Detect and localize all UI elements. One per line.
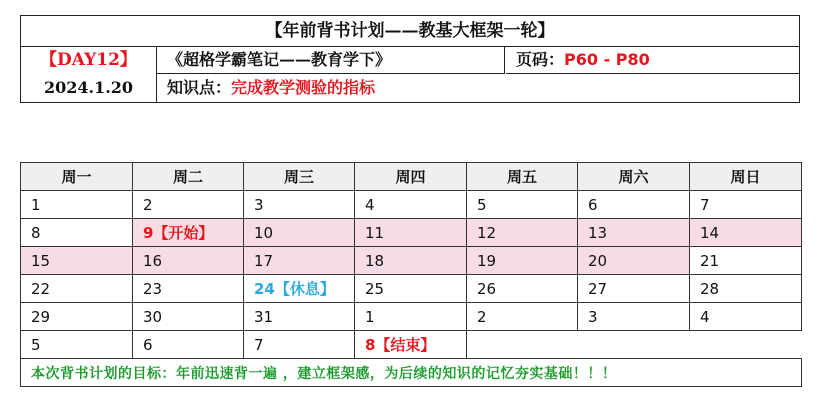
calendar-day: 7 <box>244 331 355 359</box>
plan-title: 【年前背书计划——教基大框架一轮】 <box>21 16 799 47</box>
calendar-day-end: 8【结束】 <box>355 331 467 359</box>
calendar-day: 23 <box>133 275 244 303</box>
calendar-day: 31 <box>244 303 355 331</box>
day-cell <box>21 46 157 102</box>
calendar-day: 13 <box>578 219 690 247</box>
calendar-day: 28 <box>690 275 802 303</box>
calendar-empty-cell <box>467 331 802 359</box>
weekday-header: 周一 <box>21 163 133 191</box>
knowledge-value: 完成教学测验的指标 <box>231 78 376 97</box>
calendar-week-row <box>21 331 802 359</box>
date-label: 2024.1.20 <box>43 78 134 97</box>
calendar-day: 11 <box>355 219 467 247</box>
calendar-day: 16 <box>133 247 244 275</box>
calendar-day: 3 <box>578 303 690 331</box>
calendar-day: 3 <box>244 191 355 219</box>
calendar-table <box>20 162 802 387</box>
calendar-day: 8 <box>21 219 133 247</box>
calendar-day: 20 <box>578 247 690 275</box>
calendar-day: 22 <box>21 275 133 303</box>
plan-goal-note: 本次背书计划的目标：年前迅速背一遍 ，建立框架感，为后续的知识的记忆夯实基础！！！ <box>21 359 802 387</box>
calendar-day: 2 <box>467 303 578 331</box>
calendar-day: 21 <box>690 247 802 275</box>
calendar-day: 12 <box>467 219 578 247</box>
pages-value: P60 - P80 <box>564 50 650 69</box>
knowledge-point-cell <box>157 74 799 102</box>
calendar-day-rest: 24【休息】 <box>244 275 355 303</box>
calendar-day-start: 9【开始】 <box>133 219 244 247</box>
calendar-day: 5 <box>21 331 133 359</box>
weekday-header: 周三 <box>244 163 355 191</box>
calendar-week-row <box>21 219 802 247</box>
calendar-day: 17 <box>244 247 355 275</box>
calendar-day: 30 <box>133 303 244 331</box>
weekday-header: 周四 <box>355 163 467 191</box>
calendar-week-row <box>21 247 802 275</box>
calendar-week-row <box>21 303 802 331</box>
weekday-header: 周日 <box>690 163 802 191</box>
calendar-day: 1 <box>355 303 467 331</box>
calendar-day: 4 <box>355 191 467 219</box>
pages-label: 页码： <box>516 50 565 69</box>
weekday-header-row <box>21 163 802 191</box>
note-row <box>21 359 802 387</box>
calendar-day: 7 <box>690 191 802 219</box>
calendar-day: 25 <box>355 275 467 303</box>
calendar-day: 4 <box>690 303 802 331</box>
calendar-day: 1 <box>21 191 133 219</box>
weekday-header: 周六 <box>578 163 690 191</box>
calendar-day: 26 <box>467 275 578 303</box>
weekday-header: 周五 <box>467 163 578 191</box>
pages-cell <box>506 46 799 74</box>
weekday-header: 周二 <box>133 163 244 191</box>
calendar-day: 6 <box>133 331 244 359</box>
knowledge-label: 知识点： <box>167 78 232 97</box>
calendar-day: 10 <box>244 219 355 247</box>
calendar-week-row <box>21 191 802 219</box>
calendar-day: 18 <box>355 247 467 275</box>
calendar-day: 27 <box>578 275 690 303</box>
calendar-day: 6 <box>578 191 690 219</box>
calendar-day: 14 <box>690 219 802 247</box>
plan-header <box>20 15 800 103</box>
book-title: 《超格学霸笔记——教育学下》 <box>157 46 505 74</box>
calendar-day: 5 <box>467 191 578 219</box>
day-label: 【DAY12】 <box>40 50 137 70</box>
calendar-day: 19 <box>467 247 578 275</box>
calendar-day: 29 <box>21 303 133 331</box>
calendar-day: 2 <box>133 191 244 219</box>
calendar-day: 15 <box>21 247 133 275</box>
calendar-week-row <box>21 275 802 303</box>
